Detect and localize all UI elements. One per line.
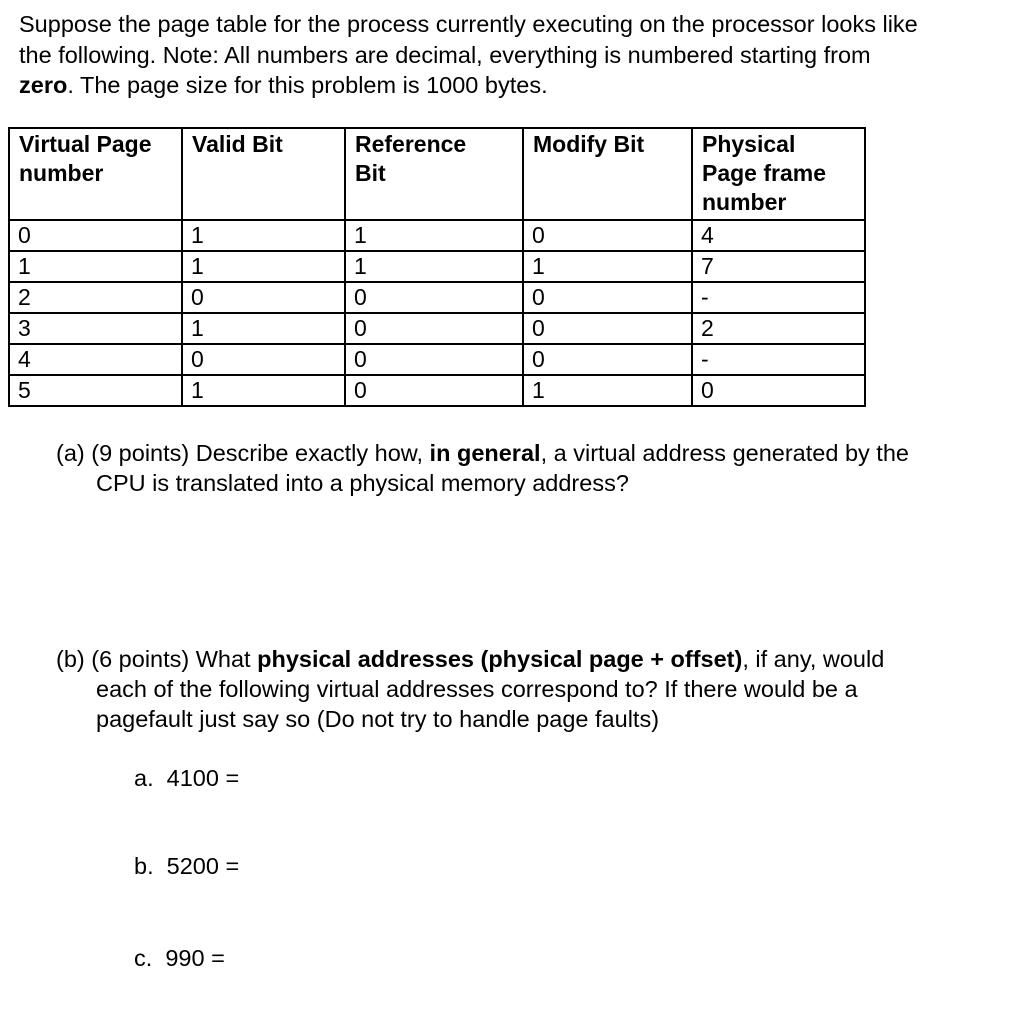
cell-valid: 1 xyxy=(182,251,345,282)
cell-valid: 0 xyxy=(182,282,345,313)
question-a xyxy=(56,438,909,498)
table-row xyxy=(9,313,865,344)
cell-reference: 0 xyxy=(345,282,523,313)
cell-frame: 7 xyxy=(692,251,865,282)
cell-reference: 0 xyxy=(345,313,523,344)
header-modify-bit: Modify Bit xyxy=(523,128,692,220)
cell-modify: 1 xyxy=(523,375,692,406)
cell-vpn: 1 xyxy=(9,251,182,282)
cell-valid: 1 xyxy=(182,375,345,406)
cell-modify: 0 xyxy=(523,344,692,375)
header-valid-bit: Valid Bit xyxy=(182,128,345,220)
cell-vpn: 4 xyxy=(9,344,182,375)
page-table xyxy=(8,127,866,407)
question-b-line-1: (b) (6 points) What physical addresses (physical page + offset), if any, would xyxy=(56,646,885,672)
table-row xyxy=(9,220,865,251)
cell-frame: 0 xyxy=(692,375,865,406)
intro-paragraph xyxy=(19,9,1014,101)
subquestion-c xyxy=(134,943,225,973)
cell-frame: - xyxy=(692,282,865,313)
subquestion-b xyxy=(134,851,239,881)
cell-frame: - xyxy=(692,344,865,375)
subquestion-text: 990 = xyxy=(165,945,225,971)
subquestion-label: a. xyxy=(134,765,154,791)
intro-line-3 xyxy=(19,70,1014,101)
question-b-bold: physical addresses (physical page + offset) xyxy=(257,646,743,672)
cell-reference: 1 xyxy=(345,220,523,251)
intro-line-2: the following. Note: All numbers are decimal, everything is numbered starting from xyxy=(19,41,871,68)
table-row xyxy=(9,282,865,313)
subquestion-text: 5200 = xyxy=(166,853,240,879)
cell-valid: 1 xyxy=(182,220,345,251)
header-virtual-page-number: Virtual Page number xyxy=(9,128,182,220)
cell-frame: 4 xyxy=(692,220,865,251)
header-reference-bit: Reference Bit xyxy=(345,128,523,220)
intro-line-1: Suppose the page table for the process currently executing on the processor looks like xyxy=(19,11,918,37)
cell-vpn: 0 xyxy=(9,220,182,251)
cell-frame: 2 xyxy=(692,313,865,344)
table-header-row xyxy=(9,128,865,220)
cell-modify: 0 xyxy=(523,282,692,313)
cell-vpn: 5 xyxy=(9,375,182,406)
cell-vpn: 3 xyxy=(9,313,182,344)
intro-line-3-rest: . The page size for this problem is 1000 bytes. xyxy=(67,72,548,98)
cell-reference: 0 xyxy=(345,375,523,406)
subquestion-label: b. xyxy=(134,853,154,879)
question-b xyxy=(56,644,884,734)
cell-reference: 0 xyxy=(345,344,523,375)
question-a-bold: in general xyxy=(429,440,541,466)
question-b-line-2: each of the following virtual addresses correspond to? If there would be a xyxy=(96,676,858,702)
subquestion-label: c. xyxy=(134,945,153,971)
header-physical-page-frame-number: Physical Page frame number xyxy=(692,128,865,220)
cell-vpn: 2 xyxy=(9,282,182,313)
cell-modify: 0 xyxy=(523,313,692,344)
cell-valid: 0 xyxy=(182,344,345,375)
intro-zero-bold: zero xyxy=(19,72,68,98)
table-row xyxy=(9,251,865,282)
subquestion-text: 4100 = xyxy=(166,765,240,791)
cell-valid: 1 xyxy=(182,313,345,344)
cell-reference: 1 xyxy=(345,251,523,282)
question-a-line-1: (a) (9 points) Describe exactly how, in general, a virtual address generated by the xyxy=(56,440,909,466)
table-row xyxy=(9,344,865,375)
cell-modify: 0 xyxy=(523,220,692,251)
cell-modify: 1 xyxy=(523,251,692,282)
table-row xyxy=(9,375,865,406)
question-b-line-3: pagefault just say so (Do not try to handle page faults) xyxy=(96,706,660,732)
question-a-line-2: CPU is translated into a physical memory address? xyxy=(96,470,629,496)
subquestion-a xyxy=(134,763,239,793)
